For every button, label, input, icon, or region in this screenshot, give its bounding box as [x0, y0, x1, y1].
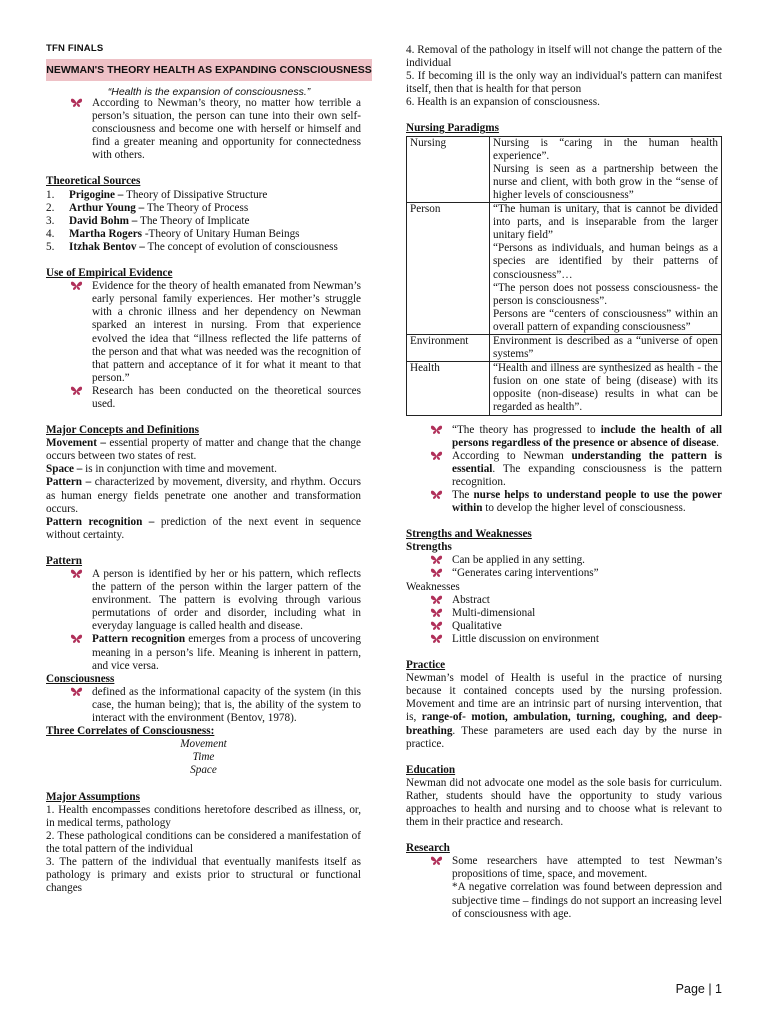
butterfly-icon: [430, 607, 443, 619]
correlates-heading: Three Correlates of Consciousness:: [46, 725, 215, 738]
practice-heading: Practice: [406, 659, 446, 672]
intro-bullet: [46, 97, 361, 162]
strengths-label: Strengths: [406, 541, 452, 554]
butterfly-icon: [70, 385, 83, 397]
pattern-bullet: A person is identified by her or his pattern, which reflects the pattern of the person within the larger pattern of the environment. The pattern is evolving through various permutations of order and disorder, including what in everyday language is called health and disease.: [46, 568, 361, 633]
butterfly-icon: [70, 97, 83, 109]
paradigm-bullet: According to Newman understanding the pattern is essential. The expanding consciousness is the pattern recognition.: [406, 450, 722, 489]
butterfly-icon: [430, 554, 443, 566]
title-quote: “Health is the expansion of consciousness.”: [107, 86, 311, 98]
table-row: Person “The human is unitary, that is cannot be divided into parts, and is inseparable from the larger unitary field” “Persons as individuals, and human beings as a species are identified by their patterns of consciousness”… “The person does not possess consciousness- the person is consciousness”. Persons are “centers of consciousness” within an overall pattern of expanding consciousness”: [407, 203, 722, 335]
table-row: Health “Health and illness are synthesized as health - the fusion on one state of being (disease) with its opposite (non-disease) results in what can be regarded as health”.: [407, 362, 722, 415]
research-bullet: Some researchers have attempted to test Newman’s propositions of time, space, and movement. *A negative correlation was found between depression and subjective time – findings do not support an increasing level of consciousness with age.: [406, 855, 722, 920]
table-row: Environment Environment is described as a “universe of open systems”: [407, 334, 722, 361]
assumption-item: 3. The pattern of the individual that eventually manifests itself as pathology is primary and exists prior to structural or functional changes: [46, 855, 361, 895]
list-item: 5. Itzhak Bentov – The concept of evolution of consciousness: [46, 240, 338, 253]
sources-list: [46, 189, 361, 254]
concept-item: Space – is in conjunction with time and movement.: [46, 463, 277, 476]
list-item: Multi-dimensional: [406, 607, 722, 620]
evidence-bullet: Research has been conducted on the theoretical sources used.: [46, 385, 361, 411]
consciousness-bullet: defined as the informational capacity of the system (in this case, the human being); that is, the ability of the system to interact with the environment (Bentov, 1978).: [46, 686, 361, 725]
butterfly-icon: [430, 424, 443, 436]
butterfly-icon: [430, 567, 443, 579]
assumption-item: 2. These pathological conditions can be considered a manifestation of the total pattern of the individual: [46, 829, 361, 855]
butterfly-icon: [430, 620, 443, 632]
list-item: 4. Martha Rogers -Theory of Unitary Human Beings: [46, 227, 300, 240]
butterfly-icon: [430, 594, 443, 606]
sw-heading: Strengths and Weaknesses: [406, 528, 532, 541]
butterfly-icon: [70, 686, 83, 698]
butterfly-icon: [430, 855, 443, 867]
list-item: Abstract: [406, 594, 722, 607]
page-title: NEWMAN'S THEORY HEALTH AS EXPANDING CONSCIOUSNESS: [46, 59, 372, 81]
correlate-item: Movement: [180, 738, 227, 751]
butterfly-icon: [430, 633, 443, 645]
research-heading: Research: [406, 842, 450, 855]
butterfly-icon: [430, 450, 443, 462]
page-number: Page | 1: [675, 982, 722, 996]
list-item: Little discussion on environment: [406, 633, 722, 646]
paradigms-heading: Nursing Paradigms: [406, 122, 499, 135]
concepts-heading: Major Concepts and Definitions: [46, 424, 200, 437]
list-item: 2. Arthur Young – The Theory of Process: [46, 201, 249, 214]
paradigms-table: [406, 136, 722, 416]
pattern-bullet: Pattern recognition emerges from a process of uncovering meaning in a person’s life. Meaning is inherent in pattern, and vice versa.: [46, 633, 361, 672]
assumption-item: 5. If becoming ill is the only way an individual's pattern can manifest itself, then that is health for that person: [406, 70, 722, 96]
concept-item: Pattern recognition – prediction of the next event in sequence without certainty.: [46, 515, 361, 541]
right-column: [406, 44, 722, 921]
pattern-heading: Pattern: [46, 554, 83, 567]
concept-item: Pattern – characterized by movement, diversity, and rhythm. Occurs as human energy fields penetrate one another and transformation occurs.: [46, 476, 361, 515]
consciousness-heading: Consciousness: [46, 672, 115, 685]
list-item: Can be applied in any setting.: [406, 554, 722, 567]
butterfly-icon: [430, 489, 443, 501]
butterfly-icon: [70, 568, 83, 580]
correlate-item: Time: [192, 751, 215, 764]
weaknesses-label: Weaknesses: [406, 580, 460, 593]
list-item: 1. Prigogine – Theory of Dissipative Structure: [46, 188, 268, 201]
intro-text: According to Newman’s theory, no matter how terrible a person’s situation, the person can tune into their own self-consciousness and become one with herself or himself and find a greater meaning and opportunity for connectedness with others.: [92, 97, 361, 162]
assumption-item: 6. Health is an expansion of consciousness.: [406, 96, 600, 109]
list-item: Qualitative: [406, 620, 722, 633]
correlate-item: Space: [190, 764, 217, 777]
assumption-item: 1. Health encompasses conditions heretofore described as illness, or, in medical terms, pathology: [46, 803, 361, 829]
butterfly-icon: [70, 280, 83, 292]
paradigm-bullet: “The theory has progressed to include the health of all persons regardless of the presence or absence of disease.: [406, 424, 722, 450]
sources-heading: Theoretical Sources: [46, 175, 141, 188]
table-row: Nursing Nursing is “caring in the human health experience”. Nursing is seen as a partnership between the nurse and client, with both grow in the “sense of higher levels of consciousness”: [407, 136, 722, 202]
list-item: “Generates caring interventions”: [406, 567, 722, 580]
assumption-item: 4. Removal of the pathology in itself will not change the pattern of the individual: [406, 44, 722, 70]
paradigm-bullet: The nurse helps to understand people to use the power within to develop the higher level of consciousness.: [406, 489, 722, 515]
education-text: Newman did not advocate one model as the sole basis for curriculum. Rather, students should have the opportunity to study various approaches to health and nursing and to choose what is relevant to them in their practice and research.: [406, 776, 722, 829]
evidence-heading: Use of Empirical Evidence: [46, 267, 173, 280]
list-item: 3. David Bohm – The Theory of Implicate: [46, 214, 250, 227]
evidence-bullet: Evidence for the theory of health emanated from Newman’s early personal family experiences. Her mother’s struggle with a chronic illness and her dependency on Newman sparked an interest in nursing. From that experience evolved the idea that “illness reflected the life patterns of the person and that what was needed was the recognition of that pattern and acceptance of it for what it meant to that person.”: [46, 280, 361, 385]
education-heading: Education: [406, 763, 456, 776]
butterfly-icon: [70, 633, 83, 645]
assumptions-heading: Major Assumptions: [46, 790, 140, 803]
concept-item: Movement – essential property of matter and change that the change occurs between two states of rest.: [46, 437, 361, 463]
practice-text: Newman’s model of Health is useful in the practice of nursing because it contained concepts used by the nursing profession. Movement and time are an intrinsic part of nursing intervention, that is, range-of- motion, ambulation, turning, coughing, and deep- breathing. These parameters are used each day by the nurse in practice.: [406, 672, 722, 750]
left-column: [46, 97, 361, 895]
header-tag: TFN FINALS: [46, 43, 104, 54]
